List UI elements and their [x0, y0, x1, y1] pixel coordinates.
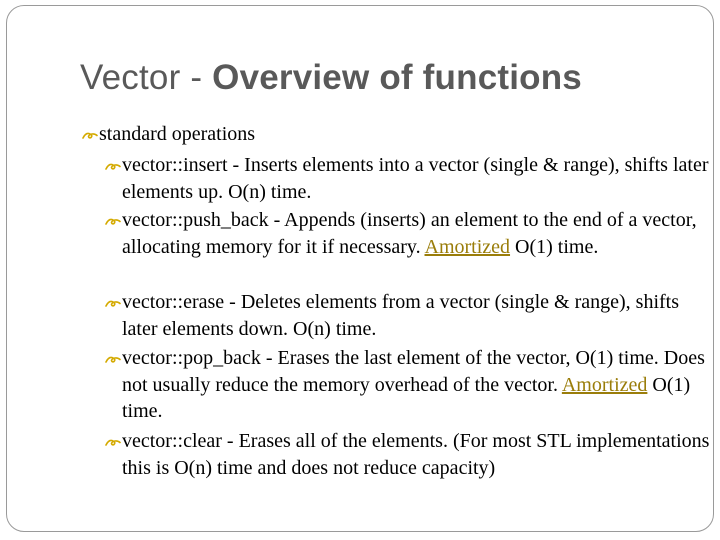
swirl-bullet-icon — [105, 289, 122, 316]
title-bold: Overview of functions — [212, 58, 582, 97]
amortized-link[interactable]: Amortized — [424, 235, 511, 258]
bullet-text: vector::insert - Inserts elements into a vector (single & range), shifts later elements up. O(n) time. — [122, 154, 709, 203]
bullet-text: vector::erase - Deletes elements from a vector (single & range), shifts later elements down. O(n) time. — [122, 291, 680, 340]
swirl-bullet-icon — [105, 152, 122, 179]
bullet-erase — [105, 289, 712, 342]
bullet-text-after: O(1) time. — [122, 373, 691, 422]
slide-title — [80, 58, 582, 98]
swirl-bullet-icon — [105, 207, 122, 234]
bullet-pop-back — [105, 345, 712, 425]
bullet-push-back — [105, 207, 712, 260]
bullet-text-after: O(1) time. — [510, 235, 599, 258]
bullet-insert — [105, 152, 712, 205]
amortized-link[interactable]: Amortized — [561, 373, 648, 396]
swirl-bullet-icon — [82, 121, 99, 147]
title-regular: Vector - — [80, 58, 213, 97]
level1-text: standard operations — [99, 123, 256, 145]
bullet-text: vector::pop_back - Erases the last element of the vector, O(1) time. Does not usually reduce the memory overhead of the vector. — [122, 347, 705, 396]
bullet-text: vector::push_back - Appends (inserts) an element to the end of a vector, allocating memory for it if necessary. — [122, 209, 697, 258]
swirl-bullet-icon — [105, 428, 122, 455]
swirl-bullet-icon — [105, 345, 122, 372]
bullet-clear — [105, 428, 712, 481]
bullet-text: vector::clear - Erases all of the elements. (For most STL implementations this is O(n) time and does not reduce capacity) — [122, 430, 710, 479]
bullet-level1 — [82, 121, 255, 147]
